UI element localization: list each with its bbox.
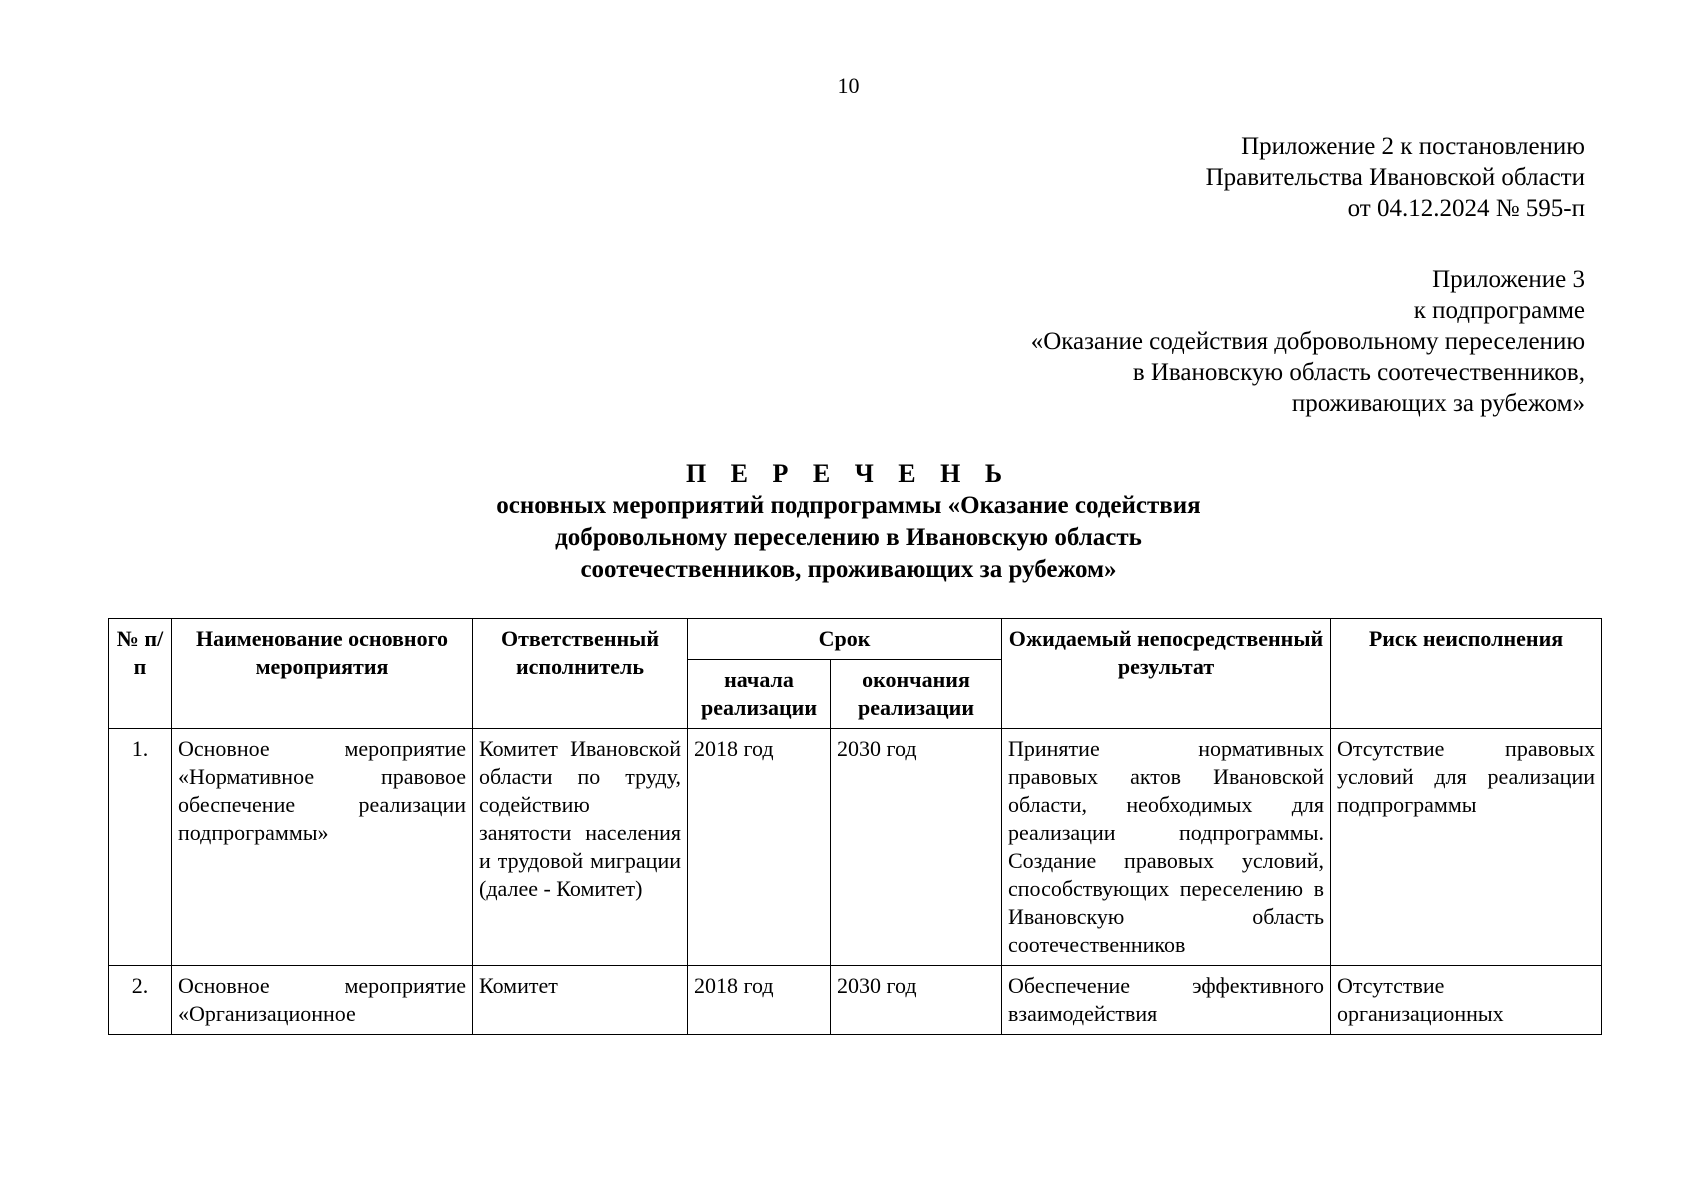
title-line: основных мероприятий подпрограммы «Оказание содействия (496, 492, 1201, 519)
title-line: соотечественников, проживающих за рубежом» (580, 556, 1117, 583)
title-heading: П Е Р Е Ч Е Н Ь (685, 459, 1012, 488)
appendix-line: проживающих за рубежом» (1291, 390, 1585, 417)
cell-start: 2018 год (688, 966, 831, 1035)
document-title (0, 458, 1697, 586)
cell-executor: Комитет (473, 966, 688, 1035)
title-line: добровольному переселению в Ивановскую область (555, 524, 1142, 551)
cell-end: 2030 год (831, 729, 1002, 966)
cell-risk: Отсутствие правовых условий для реализации подпрограммы (1331, 729, 1602, 966)
cell-risk: Отсутствие организационных (1331, 966, 1602, 1035)
header-result: Ожидаемый непосредственный результат (1002, 619, 1331, 729)
appendix-note-subprogram (1031, 264, 1585, 419)
appendix-line: от 04.12.2024 № 595-п (1347, 195, 1585, 222)
header-term: Срок (688, 619, 1002, 660)
appendix-line: Правительства Ивановской области (1205, 164, 1585, 191)
cell-executor: Комитет Ивановской области по труду, содействию занятости населения и трудовой миграции (далее - Комитет) (473, 729, 688, 966)
cell-result: Обеспечение эффективного взаимодействия (1002, 966, 1331, 1035)
header-risk: Риск неисполнения (1331, 619, 1602, 729)
header-term-end: окончания реализации (831, 660, 1002, 729)
appendix-line: к подпрограмме (1413, 297, 1585, 324)
cell-num: 1. (109, 729, 172, 966)
header-num: № п/п (109, 619, 172, 729)
appendix-line: Приложение 2 к постановлению (1241, 133, 1585, 160)
appendix-line: «Оказание содействия добровольному переселению (1030, 328, 1585, 355)
cell-end: 2030 год (831, 966, 1002, 1035)
measures-table (108, 618, 1602, 1035)
header-name: Наименование основного мероприятия (172, 619, 473, 729)
cell-num: 2. (109, 966, 172, 1035)
table-header-row (109, 619, 1602, 660)
appendix-line: Приложение 3 (1432, 266, 1585, 293)
page-number: 10 (837, 73, 860, 98)
appendix-note-resolution (1206, 131, 1585, 224)
cell-result: Принятие нормативных правовых актов Ивановской области, необходимых для реализации подпрограммы. Создание правовых условий, способствующих переселению в Ивановскую область соотечественников (1002, 729, 1331, 966)
cell-name: Основное мероприятие «Организационное (172, 966, 473, 1035)
cell-name: Основное мероприятие «Нормативное правовое обеспечение реализации подпрограммы» (172, 729, 473, 966)
header-executor: Ответственный исполнитель (473, 619, 688, 729)
header-term-start: начала реализации (688, 660, 831, 729)
cell-start: 2018 год (688, 729, 831, 966)
appendix-line: в Ивановскую область соотечественников, (1132, 359, 1585, 386)
table-row (109, 966, 1602, 1035)
table-row (109, 729, 1602, 966)
